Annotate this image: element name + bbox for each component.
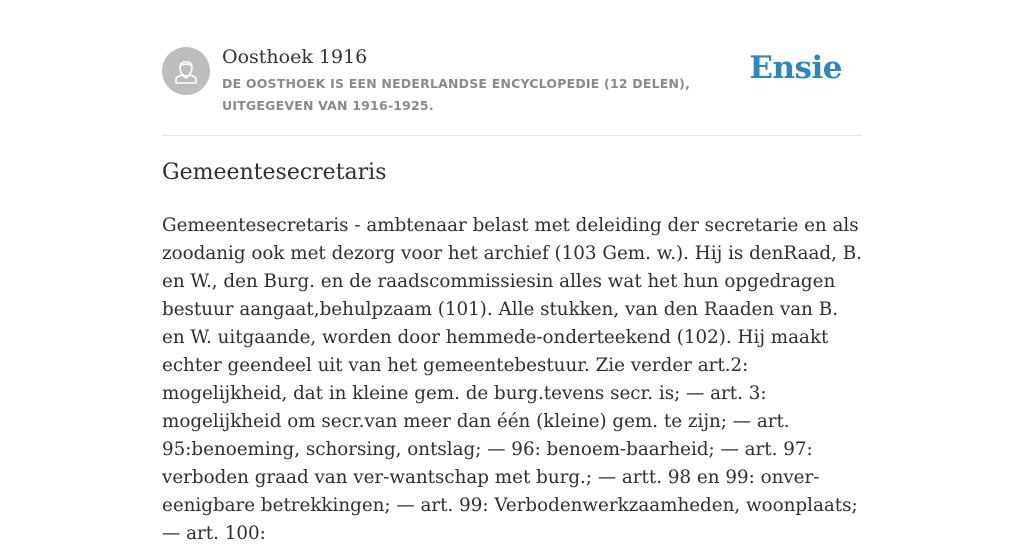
source-avatar[interactable]	[162, 47, 210, 95]
header-divider	[162, 135, 862, 136]
source-title[interactable]: Oosthoek 1916	[222, 46, 368, 68]
source-description: DE OOSTHOEK IS EEN NEDERLANDSE ENCYCLOPEDIE (12 DELEN), UITGEGEVEN VAN 1916-1925.	[222, 76, 691, 113]
entry-body: Gemeentesecretaris - ambtenaar belast met deleiding der secretarie en als zoodanig ook met dezorg voor het archief (103 Gem. w.). Hij is denRaad, B. en W., den Burg. en de raadscommissiesin alles wat het hun opgedragen bestuur aangaat,behulpzaam (101). Alle stukken, van den Raaden van B. en W. uitgaande, worden door hemmede-onderteekend (102). Hij maakt echter geendeel uit van het gemeentebestuur. Zie verder art.2: mogelijkheid, dat in kleine gem. de burg.tevens secr. is; — art. 3: mogelijkheid om secr.van meer dan één (kleine) gem. te zijn; — art. 95:benoeming, schorsing, ontslag; — 96: benoem-baarheid; — art. 97: verboden graad van ver-wantschap met burg.; — artt. 98 en 99: onver-eenigbare betrekkingen; — art. 99: Verbodenwerkzaamheden, woonplaats; — art. 100:	[162, 215, 862, 544]
source-header	[162, 46, 862, 136]
entry-title: Gemeentesecretaris	[162, 160, 387, 185]
ensie-logo[interactable]: Ensie	[749, 50, 842, 86]
user-icon	[162, 47, 210, 95]
